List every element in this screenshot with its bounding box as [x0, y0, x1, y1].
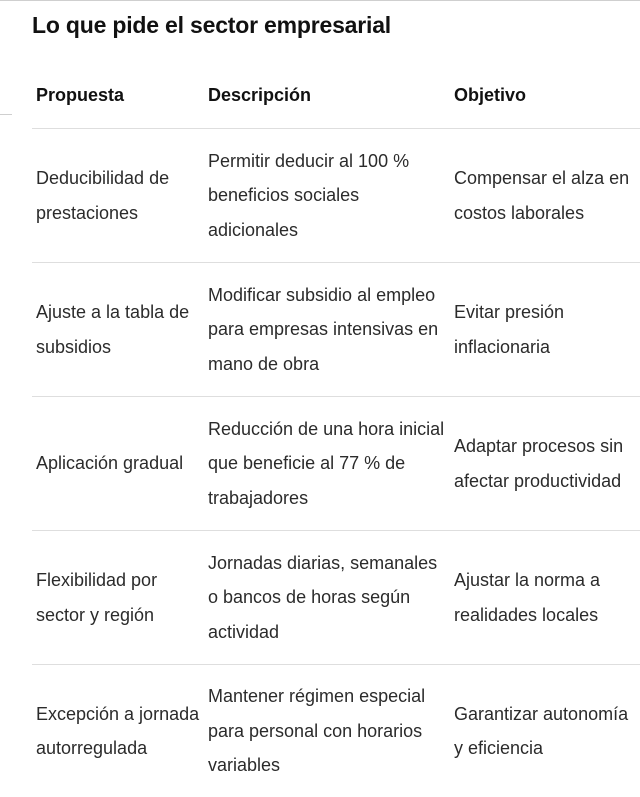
cell-objetivo: Garantizar autonomía y eficiencia: [450, 665, 640, 797]
cell-objetivo: Ajustar la norma a realidades locales: [450, 531, 640, 665]
cell-objetivo: Compensar el alza en costos laborales: [450, 129, 640, 263]
cell-descripcion: Modificar subsidio al empleo para empresas intensivas en mano de obra: [204, 263, 450, 397]
table-row: [32, 531, 640, 665]
cell-propuesta: Excepción a jornada autorregulada: [32, 665, 204, 797]
table-header-row: [32, 62, 640, 129]
cell-propuesta: Deducibilidad de prestaciones: [32, 129, 204, 263]
cell-objetivo: Adaptar procesos sin afectar productividad: [450, 397, 640, 531]
table-row: [32, 397, 640, 531]
cell-descripcion: Jornadas diarias, semanales o bancos de horas según actividad: [204, 531, 450, 665]
page-title: Lo que pide el sector empresarial: [32, 12, 391, 39]
top-divider: [0, 0, 640, 1]
cell-descripcion: Reducción de una hora inicial que beneficie al 77 % de trabajadores: [204, 397, 450, 531]
table-row: [32, 129, 640, 263]
column-header-propuesta: Propuesta: [32, 62, 204, 129]
cell-descripcion: Mantener régimen especial para personal con horarios variables: [204, 665, 450, 797]
cell-propuesta: Aplicación gradual: [32, 397, 204, 531]
left-edge-divider: [0, 114, 12, 115]
table-row: [32, 263, 640, 397]
column-header-objetivo: Objetivo: [450, 62, 640, 129]
cell-propuesta: Ajuste a la tabla de subsidios: [32, 263, 204, 397]
proposals-table: [32, 62, 640, 797]
cell-descripcion: Permitir deducir al 100 % beneficios sociales adicionales: [204, 129, 450, 263]
cell-propuesta: Flexibilidad por sector y región: [32, 531, 204, 665]
column-header-descripcion: Descripción: [204, 62, 450, 129]
table-row: [32, 665, 640, 797]
cell-objetivo: Evitar presión inflacionaria: [450, 263, 640, 397]
